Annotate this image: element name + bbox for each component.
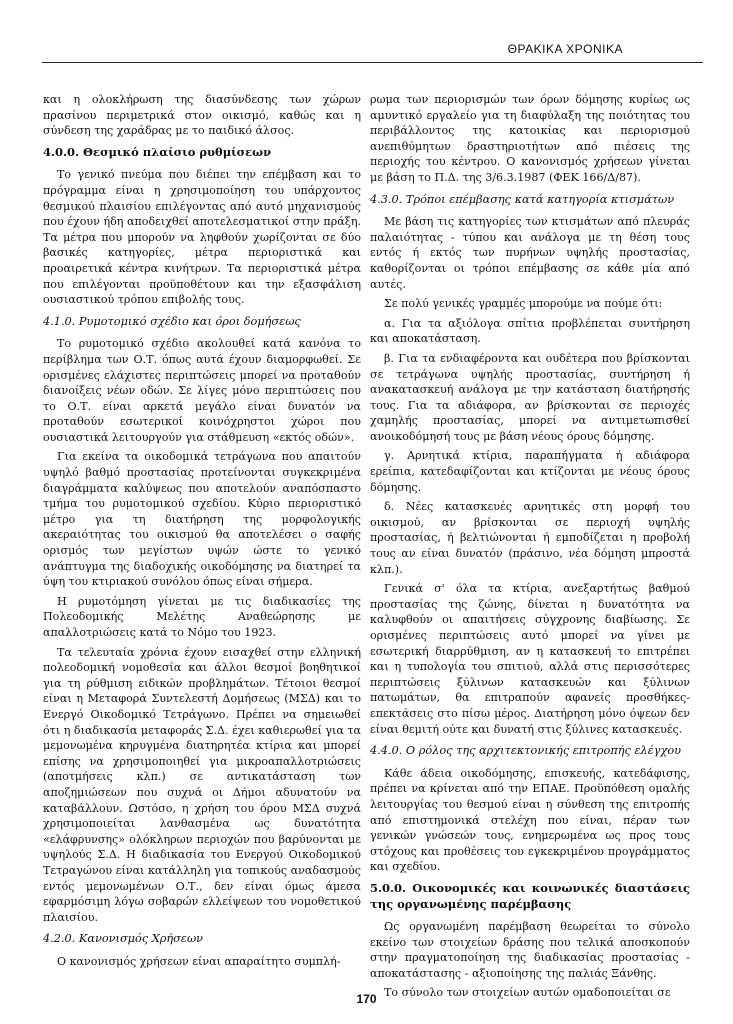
list-item: β. Για τα ενδιαφέροντα και ουδέτερα που βρίσκονται σε τετράγωνα υψηλής προστασίας, συντήρηση ή ανακατασκευή ανάλογα με την κατάσταση διατήρησής τους. Για τα αδιάφορα, αν βρίσκονται σε περιοχές χαμηλής προστασίας, μπορεί να αντιμετωπισθεί ανοικοδόμησή τους με βάση νέους όρους δόμησης. [370, 351, 690, 443]
journal-title: ΘΡΑΚΙΚΑ ΧΡΟΝΙΚΑ [507, 42, 623, 56]
list-item: α. Για τα αξιόλογα σπίτια προβλέπεται συντήρηση και αποκατάσταση. [370, 316, 690, 346]
paragraph: Το ρυμοτομικό σχέδιο ακολουθεί κατά κανόνα το περίβλημα των Ο.Τ. όπως αυτά έχουν διαμορφωθεί. Σε ορισμένες ελάχιστες περιπτώσεις μπορεί να προταθούν διανοίξεις νέων οδών. Σε λίγες μόνο περιπτώσεις που το Ο.Τ. είναι αρκετά μεγάλο είναι δυνατόν να προταθούν εσωτερικοί κοινόχρηστοι χώροι που ουσιαστικά λειτουργούν για στάθμευση «εκτός οδών». [43, 337, 361, 444]
subsection-heading: 4.4.0. Ο ρόλος της αρχιτεκτονικής επιτροπής ελέγχου [370, 744, 682, 758]
subsection-heading: 4.2.0. Κανονισμός Χρήσεων [43, 932, 204, 946]
section-heading: 5.0.0. Οικονομικές και κοινωνικές διαστάσεις της οργανωμένης παρέμβασης [370, 880, 690, 911]
list-item: γ. Αρνητικά κτίρια, παραπήγματα ή αδιάφορα ερείπια, κατεδαφίζονται και κτίζονται με νέους όρους δόμησης. [370, 449, 690, 494]
subsection-heading: 4.3.0. Τρόποι επέμβασης κατά κατηγορία κτισμάτων [370, 192, 675, 206]
subsection-heading: 4.1.0. Ρυμοτομικό σχέδιο και όροι δομήσεως [43, 314, 301, 328]
paragraph: Σε πολύ γενικές γραμμές μπορούμε να πούμε ότι: [384, 297, 663, 311]
paragraph: Κάθε άδεια οικοδόμησης, επισκευής, κατεδάφισης, πρέπει να κρίνεται από την ΕΠΑΕ. Προϋπόθεση ομαλής λειτουργίας του θεσμού είναι η σύνθεση της επιτροπής από επιστημονικά στελέχη που είναι, πέραν των γενικών γνώσεών τους, ενημερωμένα ως προς τους στόχους και προθέσεις του εγκεκριμένου προγράμματος και σχεδίου. [370, 766, 690, 874]
paragraph: Τα τελευταία χρόνια έχουν εισαχθεί στην ελληνική πολεοδομική νομοθεσία και άλλοι θεσμοί βοηθητικοί για τη ρύθμιση ειδικών προβλημάτων. Τέτοιοι θεσμοί είναι η Μεταφορά Συντελεστή Δομήσεως (ΜΣΔ) και το Ενεργό Οικοδομικό Τετράγωνο. Πρέπει να σημειωθεί ότι η διαδικασία μεταφοράς Σ.Δ. έχει καθιερωθεί για τα μεμονωμένα κηρυγμένα διατηρητέα κτίρια και μπορεί επίσης να χρησιμοποιηθεί για μικροαπαλλοτριώσεις (αποτμήσεις κλπ.) σε αντικατάσταση των αποζημιώσεων που συχνά οι Δήμοι αδυνατούν να καταβάλλουν. Ωστόσο, η χρήση του όρου ΜΣΔ συχνά χρησιμοποιείται λανθασμένα ως δυνατότητα «ελάφρυνσης» ολόκληρων περιοχών που βαρύνονται με υψηλούς Σ.Δ. Η διαδικασία του Ενεργού Οικοδομικού Τετραγώνου είναι κατάλληλη για τοπικούς αναδασμούς εντός μεμονωμένων Ο.Τ., δεν είναι όμως άμεσα εφαρμόσιμη λόγω σοβαρών ελλείψεων του νομοθετικού πλαισίου. [43, 645, 361, 924]
paragraph: Γενικά σ' όλα τα κτίρια, ανεξαρτήτως βαθμού προστασίας της ζώνης, δίνεται η δυνατότητα να καλυφθούν οι απαιτήσεις σύγχρονης διαβίωσης. Σε ορισμένες περιπτώσεις αυτό μπορεί να γίνει με εσωτερική διαρρύθμιση, αν η κατασκευή το επιτρέπει και η τυπολογία του σπιτιού, αλλά στις περισσότερες περιπτώσεις ξύλινων κατασκευών και ξύλινων πατωμάτων, θα επιτραπούν αφανείς προσθήκες-επεκτάσεις στο πίσω μέρος. Διατήρηση μόνο όψεων δεν είναι θεμιτή ούτε και δυνατή στις ξύλινες κατασκευές. [370, 582, 690, 736]
running-header [42, 40, 703, 63]
left-column [43, 92, 361, 973]
right-column [370, 92, 690, 1005]
paragraph: Με βάση τις κατηγορίες των κτισμάτων από πλευράς παλαιότητας - τύπου και ανάλογα με τη θέση τους εντός ή εκτός των πυρήνων υψηλής προστασίας, καθορίζονται οι τρόποι επέμβασης σε κάθε μία από αυτές. [370, 215, 690, 291]
section-heading: 4.0.0. Θεσμικό πλαίσιο ρυθμίσεων [43, 144, 272, 159]
list-item: δ. Νέες κατασκευές αρνητικές στη μορφή του οικισμού, αν βρίσκονται σε περιοχή υψηλής προστασίας, ή βελτιώνονται ή εμποδίζεται η προβολή τους αν είναι δυνατόν (πράσινο, νέα δόμηση μπροστά κλπ.). [370, 500, 690, 576]
paragraph: Ως οργανωμένη παρέμβαση θεωρείται το σύνολο εκείνο των στοιχείων δράσης που τελικά αποσκοπούν στην πραγματοποίηση της διαδικασίας προστασίας - αποκατάστασης - αξιοποίησης της παλιάς Ξάνθης. [370, 920, 690, 980]
paragraph: Το γενικό πνεύμα που διέπει την επέμβαση και το πρόγραμμα είναι η χρησιμοποίηση του υπάρχοντος θεσμικού πλαισίου επιλέγοντας από αυτό μηχανισμούς που έχουν ήδη αποδειχθεί αποτελεσματικοί στην πράξη. Τα μέτρα που μπορούν να ληφθούν χωρίζονται σε δύο βασικές κατηγορίες, μέτρα περιοριστικά και προαιρετικά κέντρα κινήτρων. Τα περιοριστικά μέτρα που επιλέγονται προϋποθέτουν και την εξασφάλιση ουσιαστικού τρόπου επιβολής τους. [43, 168, 361, 307]
paragraph: Το σύνολο των στοιχείων αυτών ομαδοποιείται σε [384, 986, 671, 1000]
paragraph: και η ολοκλήρωση της διασύνδεσης των χώρων πρασίνου περιμετρικά στον οικισμό, καθώς και η σύνδεση της χαράδρας με το παιδικό άλσος. [43, 93, 361, 138]
paragraph: Ο κανονισμός χρήσεων είναι απαραίτητο συμπλή- [57, 954, 341, 968]
paragraph: Η ρυμοτόμηση γίνεται με τις διαδικασίες της Πολεοδομικής Μελέτης Αναθεώρησης με απαλλοτριώσεις κατά το Νόμο του 1923. [43, 594, 361, 639]
paragraph: ρωμα των περιορισμών των όρων δόμησης κυρίως ως αμυντικό εργαλείο για τη διαφύλαξη της ποιότητας του περιβάλλοντος της κατοικίας και περιορισμού ανεπιθύμητων δραστηριοτήτων από πιέσεις της περιοχής του κέντρου. Ο κανονισμός χρήσεων γίνεται με βάση το Π.Δ. της 3/6.3.1987 (ΦΕΚ 166/Δ/87). [370, 93, 690, 184]
page-number: 170 [356, 992, 377, 1006]
paragraph: Για εκείνα τα οικοδομικά τετράγωνα που απαιτούν υψηλό βαθμό προστασίας προτείνονται συγκεκριμένα διαγράμματα καλύψεως που αποτελούν αναπόσπαστο τμήμα του ρυμοτομικού σχεδίου. Κύριο περιοριστικό μέτρο για τη διατήρηση της μορφολογικής ακεραιότητας του οικισμού θα αποτελέσει ο σαφής ορισμός των μεγίστων υψών ώστε το γενικό ανάπτυγμα της διαδοχικής οικοδόμησης να διατηρεί τα ύψη του κτιριακού συνόλου όπως είναι σήμερα. [43, 450, 361, 589]
